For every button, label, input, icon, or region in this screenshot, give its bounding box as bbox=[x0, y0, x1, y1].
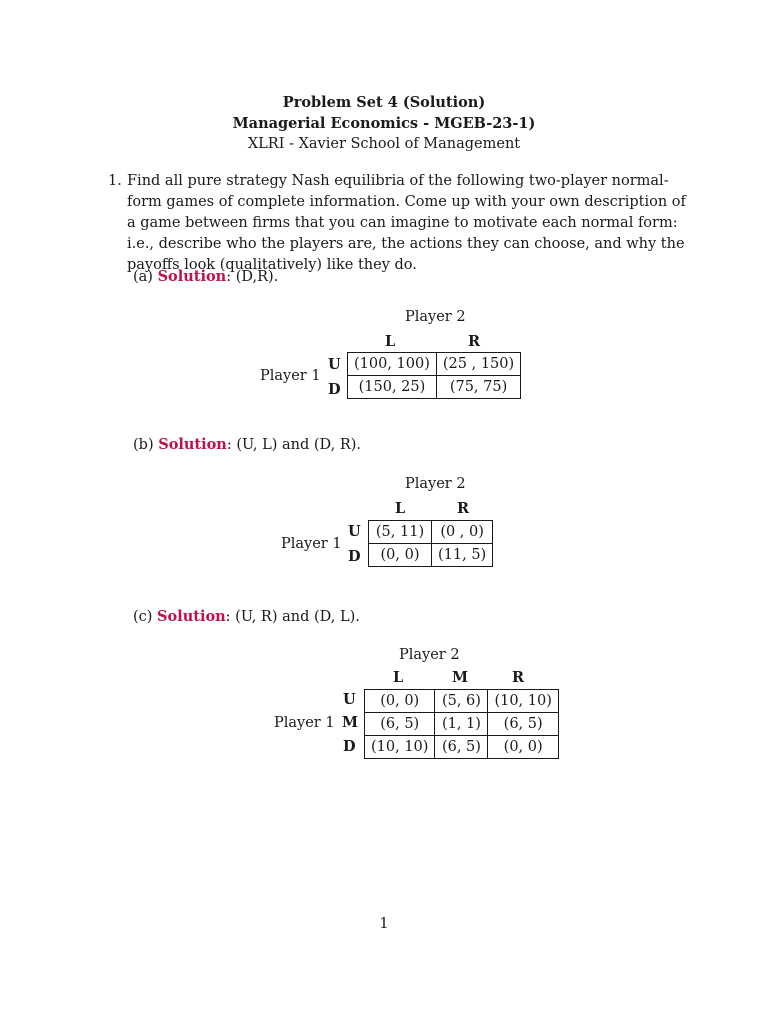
payoff-cell: (0, 0) bbox=[369, 544, 432, 567]
column-header: R bbox=[457, 500, 470, 517]
question-number: 1. bbox=[108, 173, 122, 189]
player-2-label: Player 2 bbox=[399, 647, 460, 663]
payoff-cell: (75, 75) bbox=[436, 376, 520, 399]
part-c-solution bbox=[133, 606, 360, 628]
payoff-matrix-c bbox=[364, 689, 559, 759]
solution-answer: : (U, L) and (D, R). bbox=[226, 437, 362, 453]
payoff-cell: (0, 0) bbox=[488, 736, 558, 759]
solution-answer: : (U, R) and (D, L). bbox=[225, 609, 360, 625]
player-1-label: Player 1 bbox=[274, 715, 335, 731]
column-header: M bbox=[452, 669, 469, 686]
player-1-label: Player 1 bbox=[281, 536, 342, 552]
part-label: (c) bbox=[133, 609, 153, 625]
table-row bbox=[365, 690, 559, 713]
table-row bbox=[369, 544, 493, 567]
part-label: (b) bbox=[133, 437, 154, 453]
part-a-solution bbox=[133, 266, 278, 288]
question-1 bbox=[108, 171, 688, 276]
row-header: D bbox=[328, 381, 341, 398]
column-header: L bbox=[385, 333, 396, 350]
payoff-cell: (100, 100) bbox=[348, 353, 437, 376]
solution-answer: : (D,R). bbox=[226, 269, 279, 285]
payoff-cell: (5, 11) bbox=[369, 521, 432, 544]
payoff-matrix-b bbox=[368, 520, 493, 567]
solution-keyword: Solution bbox=[158, 436, 227, 453]
row-header: D bbox=[348, 548, 361, 565]
column-header: R bbox=[512, 669, 525, 686]
row-header: U bbox=[348, 523, 361, 540]
row-header: M bbox=[342, 714, 359, 731]
payoff-cell: (6, 5) bbox=[488, 713, 558, 736]
player-1-label: Player 1 bbox=[260, 368, 321, 384]
solution-keyword: Solution bbox=[157, 608, 226, 625]
payoff-cell: (5, 6) bbox=[435, 690, 488, 713]
page-number: 1 bbox=[379, 916, 389, 932]
table-row bbox=[365, 736, 559, 759]
payoff-cell: (150, 25) bbox=[348, 376, 437, 399]
institution-name: XLRI - Xavier School of Management bbox=[247, 136, 521, 152]
row-header: D bbox=[343, 738, 356, 755]
table-row bbox=[348, 376, 521, 399]
problem-set-title: Problem Set 4 (Solution) bbox=[282, 94, 486, 111]
column-header: L bbox=[395, 500, 406, 517]
payoff-cell: (10, 10) bbox=[365, 736, 435, 759]
column-header: R bbox=[468, 333, 481, 350]
row-header: U bbox=[343, 691, 356, 708]
payoff-cell: (11, 5) bbox=[432, 544, 493, 567]
payoff-cell: (10, 10) bbox=[488, 690, 558, 713]
payoff-cell: (1, 1) bbox=[435, 713, 488, 736]
payoff-cell: (25 , 150) bbox=[436, 353, 520, 376]
payoff-cell: (0, 0) bbox=[365, 690, 435, 713]
column-header: L bbox=[393, 669, 404, 686]
payoff-cell: (6, 5) bbox=[435, 736, 488, 759]
payoff-cell: (0 , 0) bbox=[432, 521, 493, 544]
table-row bbox=[365, 713, 559, 736]
table-row bbox=[369, 521, 493, 544]
course-title: Managerial Economics - MGEB-23-1) bbox=[232, 115, 536, 132]
part-label: (a) bbox=[133, 269, 153, 285]
payoff-matrix-a bbox=[347, 352, 521, 399]
row-header: U bbox=[328, 356, 341, 373]
player-2-label: Player 2 bbox=[405, 476, 466, 492]
player-2-label: Player 2 bbox=[405, 309, 466, 325]
part-b-solution bbox=[133, 434, 361, 456]
question-text: Find all pure strategy Nash equilibria of the following two-player normal-form games of complete information. Come up with your own description of a game between firms that you can imagine to motivate each normal form: i.e., describe who the players are, the actions they can choose, and why the payoffs look (qualitatively) like they do. bbox=[127, 173, 686, 273]
document-header bbox=[0, 92, 768, 155]
payoff-cell: (6, 5) bbox=[365, 713, 435, 736]
table-row bbox=[348, 353, 521, 376]
solution-keyword: Solution bbox=[157, 268, 227, 285]
